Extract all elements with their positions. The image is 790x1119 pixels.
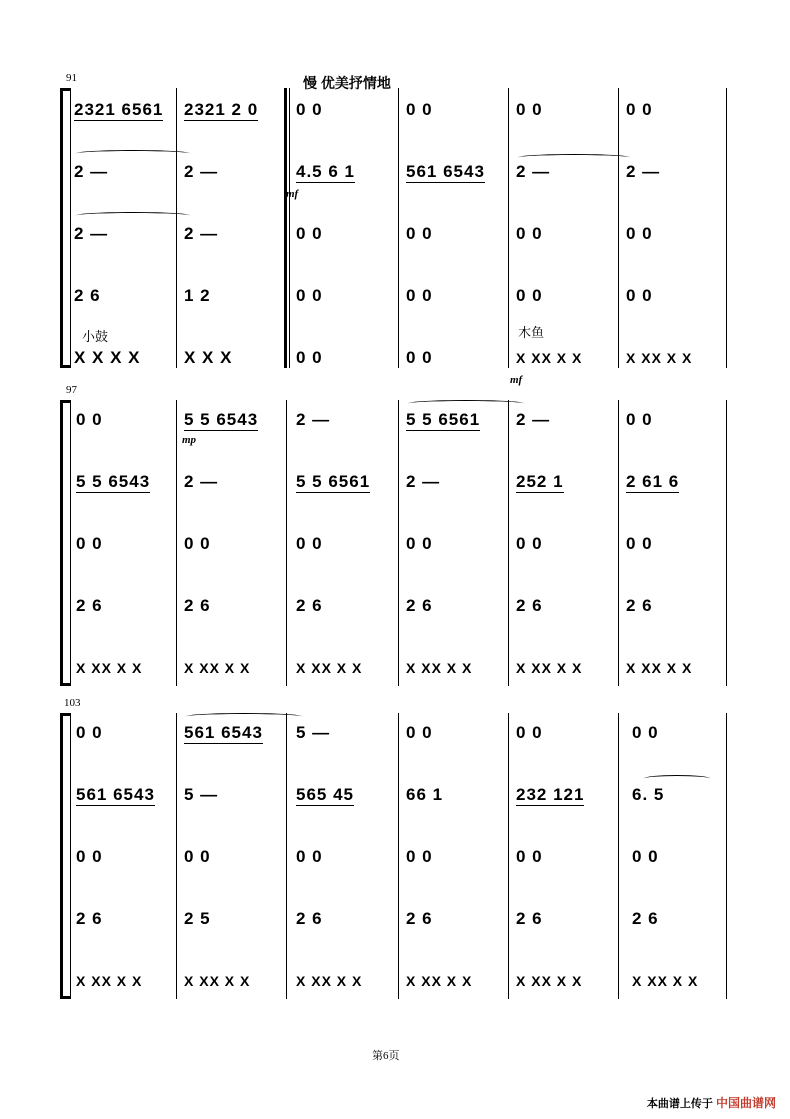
note-cell: 0 0 [406,534,433,553]
tie-slur [408,400,524,407]
barline [508,88,509,368]
barline [726,713,727,999]
note-cell: 6. 5 [632,785,665,804]
tie-slur [518,154,630,161]
note-cell: 2 6 [406,909,433,928]
instrument-label-xiaogu: 小鼓 [82,329,109,344]
note-cell: X XX X X [516,350,583,366]
note-cell: X XX X X [184,660,251,676]
barline [618,88,619,368]
barline [618,400,619,686]
note-cell: X XX X X [76,973,143,989]
note-cell: 0 0 [296,534,323,553]
dynamic-marking: mf [286,188,299,200]
page-number: 第6页 [372,1050,400,1062]
note-cell: X XX X X [296,973,363,989]
double-barline [284,88,287,368]
note-cell: 0 0 [296,348,323,367]
note-cell: 2 6 [76,596,103,615]
measure-number: 91 [66,72,77,84]
note-cell: 0 0 [296,847,323,866]
note-cell: 0 0 [184,534,211,553]
note-cell: 0 0 [76,410,103,429]
note-cell: X XX X X [632,973,699,989]
note-cell: X XX X X [516,973,583,989]
instrument-label-muyu: 木鱼 [518,325,545,340]
barline [176,88,177,368]
barline [508,713,509,999]
site-logo[interactable]: 中国曲谱网 [715,1096,776,1110]
note-cell: X X X X [74,348,141,367]
note-cell: 0 0 [406,723,433,742]
note-cell: 2 6 [296,596,323,615]
note-cell: 0 0 [626,286,653,305]
note-cell: 66 1 [406,785,444,804]
note-cell: 2 — [184,472,219,491]
barline [508,400,509,686]
upload-credit [647,1094,776,1111]
note-cell: 2 6 [406,596,433,615]
system-bracket [60,400,75,686]
barline [398,713,399,999]
dynamic-marking: mf [510,374,523,386]
note-cell: 0 0 [296,100,323,119]
note-cell: X XX X X [406,660,473,676]
note-cell: 0 0 [516,100,543,119]
note-cell: 561 6543 [76,785,155,804]
score-system-2 [60,384,730,690]
note-cell: 2 6 [516,596,543,615]
note-cell: 565 45 [296,785,354,804]
note-cell: 0 0 [626,224,653,243]
note-cell: 0 0 [76,534,103,553]
tie-slur [186,713,302,720]
barline [176,713,177,999]
note-cell: X XX X X [184,973,251,989]
note-cell: 0 0 [296,286,323,305]
note-cell: 1 2 [184,286,211,305]
note-cell: 2321 2 0 [184,100,259,119]
barline [398,400,399,686]
credit-text: 本曲谱上传于 [646,1098,713,1110]
note-cell: 2 — [516,162,551,181]
note-cell: X XX X X [626,350,693,366]
tie-slur [76,150,190,157]
note-cell: 2 6 [516,909,543,928]
note-cell: 2321 6561 [74,100,164,119]
note-cell: 0 0 [406,847,433,866]
note-cell: 4.5 6 1 [296,162,355,181]
system-bracket [60,88,75,368]
note-cell: 0 0 [516,534,543,553]
note-cell: 561 6543 [406,162,485,181]
note-cell: 0 0 [626,410,653,429]
note-cell: 2 — [296,410,331,429]
note-cell: 5 5 6543 [184,410,259,429]
note-cell: 0 0 [184,847,211,866]
note-cell: 2 — [184,162,219,181]
note-cell: 2 6 [76,909,103,928]
tie-slur [76,212,190,219]
note-cell: 0 0 [632,723,659,742]
system-bracket [60,713,75,999]
note-cell: 5 — [296,723,331,742]
score-system-1 [60,72,730,386]
note-cell: 0 0 [516,723,543,742]
note-cell: 2 6 [632,909,659,928]
barline [726,88,727,368]
barline [398,88,399,368]
note-cell: 2 — [74,162,109,181]
note-cell: 2 — [74,224,109,243]
barline [618,713,619,999]
barline [289,88,290,368]
note-cell: X XX X X [626,660,693,676]
note-cell: 0 0 [76,723,103,742]
note-cell: 5 5 6561 [296,472,371,491]
tempo-marking: 慢 优美抒情地 [303,75,391,91]
note-cell: X XX X X [516,660,583,676]
note-cell: 0 0 [516,224,543,243]
note-cell: 2 — [184,224,219,243]
measure-number: 103 [64,697,81,709]
note-cell: 2 — [626,162,661,181]
note-cell: 0 0 [406,224,433,243]
note-cell: X XX X X [296,660,363,676]
measure-number: 97 [66,384,77,396]
note-cell: 0 0 [516,847,543,866]
note-cell: 5 — [184,785,219,804]
note-cell: 0 0 [406,348,433,367]
note-cell: 232 121 [516,785,585,804]
note-cell: 0 0 [632,847,659,866]
barline [286,713,287,999]
dynamic-marking: mp [182,434,197,446]
note-cell: X XX X X [406,973,473,989]
note-cell: X X X [184,348,233,367]
note-cell: 0 0 [626,100,653,119]
barline [176,400,177,686]
note-cell: 561 6543 [184,723,263,742]
barline [726,400,727,686]
note-cell: X XX X X [76,660,143,676]
score-system-3 [60,697,730,1003]
note-cell: 2 6 [74,286,101,305]
note-cell: 252 1 [516,472,564,491]
barline [286,400,287,686]
note-cell: 2 6 [626,596,653,615]
note-cell: 0 0 [406,100,433,119]
note-cell: 0 0 [406,286,433,305]
note-cell: 2 5 [184,909,211,928]
note-cell: 2 — [516,410,551,429]
tie-slur [644,775,710,782]
note-cell: 2 6 [184,596,211,615]
note-cell: 2 — [406,472,441,491]
note-cell: 5 5 6561 [406,410,481,429]
note-cell: 5 5 6543 [76,472,151,491]
note-cell: 0 0 [296,224,323,243]
note-cell: 0 0 [626,534,653,553]
note-cell: 2 6 [296,909,323,928]
note-cell: 2 61 6 [626,472,680,491]
note-cell: 0 0 [516,286,543,305]
note-cell: 0 0 [76,847,103,866]
